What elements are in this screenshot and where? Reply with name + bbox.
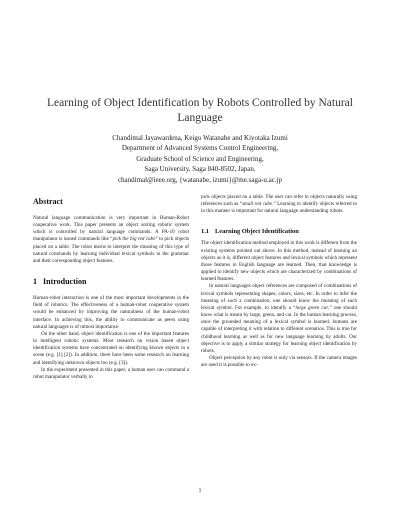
left-column (33, 197, 189, 381)
section-heading-introduction (33, 277, 189, 287)
right-column (201, 194, 357, 369)
subsection-paragraph-3: Object perception by any robot is only via sensors. If the camera images are used it is possible to ex- (201, 354, 357, 369)
author-email: chandimal@ieee.org, {watanabe, izumi}@me.saga-u.ac.jp (117, 175, 283, 184)
section-number: 1 (33, 277, 37, 287)
subsection-title: Learning Object Identification (215, 228, 299, 236)
intro-paragraph-1: Human-robot interaction is one of the most important developments in the field of robotics. The effectiveness of a human-robot cooperative system would be enhanced by improving the naturalness of the human-robot interface. In achieving this, the ability to communicate as peers using natural languages is of utmost importance. (33, 295, 189, 330)
abstract-text: Natural language communication is very important in Human-Robot cooperative work. This paper presents an object sorting robotic system which is controlled by natural language commands. A PA-10 robot manipulator is issued commands like “pick the big red cube” to pick objects placed on a table. The robot learns to interpret the meaning of this type of natural commands by learning individual lexical symbols in the grammar and their corresponding object features. (33, 215, 189, 264)
paper-title: Learning of Object Identification by Robots Controlled by Natural Language (47, 97, 353, 124)
intro-paragraph-3: In the experiment presented in this paper, a human user can command a robot manipulator verbally to (33, 366, 189, 380)
subsection-number: 1.1 (201, 228, 209, 236)
author-university: Saga University, Saga 840-8502, Japan. (144, 165, 256, 174)
abstract-heading: Abstract (33, 197, 63, 206)
author-school: Graduate School of Science and Engineering, (136, 154, 264, 163)
subsection-paragraph-1: The object identification method employed in this work is different from the existing systems pointed out above. In this method, instead of learning an objects as it is, different object features and lexical symbols which represent those features in English language are learned. Then, that knowledge is applied to identify new objects which are characterized by combinations of learned features. (201, 240, 357, 283)
author-names: Chandimal Jayawardena, Keigo Watanabe and Kiyotaka Izumi (112, 134, 288, 142)
subsection-heading (201, 227, 357, 236)
section-title: Introduction (43, 277, 87, 287)
intro-continuation: pick objects placed on a table. The user can refer to objects naturally using references such as “small red cube.” Learning to identify objects referred to in this manner is important for natural language understanding robots. (201, 194, 357, 215)
subsection-paragraph-2: In natural languages object references are composed of combinations of lexical symbols representing shapes, colors, sizes, etc. In order to infer the meaning of such a combination, one should know the meaning of each lexical symbol. For example, to identify a “large green car,” one should know what is meant by large, green, and car. In the human learning process, once the grounded meaning of a lexical symbol is learned, humans are capable of interpreting it with relation to different scenarios. This is true for childhood learning as well as for new language learning by adults. Our objective is to apply a similar strategy for learning object identification by robots. (201, 283, 357, 354)
author-block (40, 133, 360, 185)
intro-paragraph-2: On the other hand, object identification is one of the important features in intelligent robotic systems. Most research on vision based object identification systems have concentrated on identifying known objects in a scene (e.g. [1] [2]). In addition, there have been some research on learning and identifying unknown objects too (e.g. [3]). (33, 330, 189, 366)
page-number: 1 (198, 488, 202, 494)
author-department: Department of Advanced Systems Control Engineering, (121, 144, 279, 153)
